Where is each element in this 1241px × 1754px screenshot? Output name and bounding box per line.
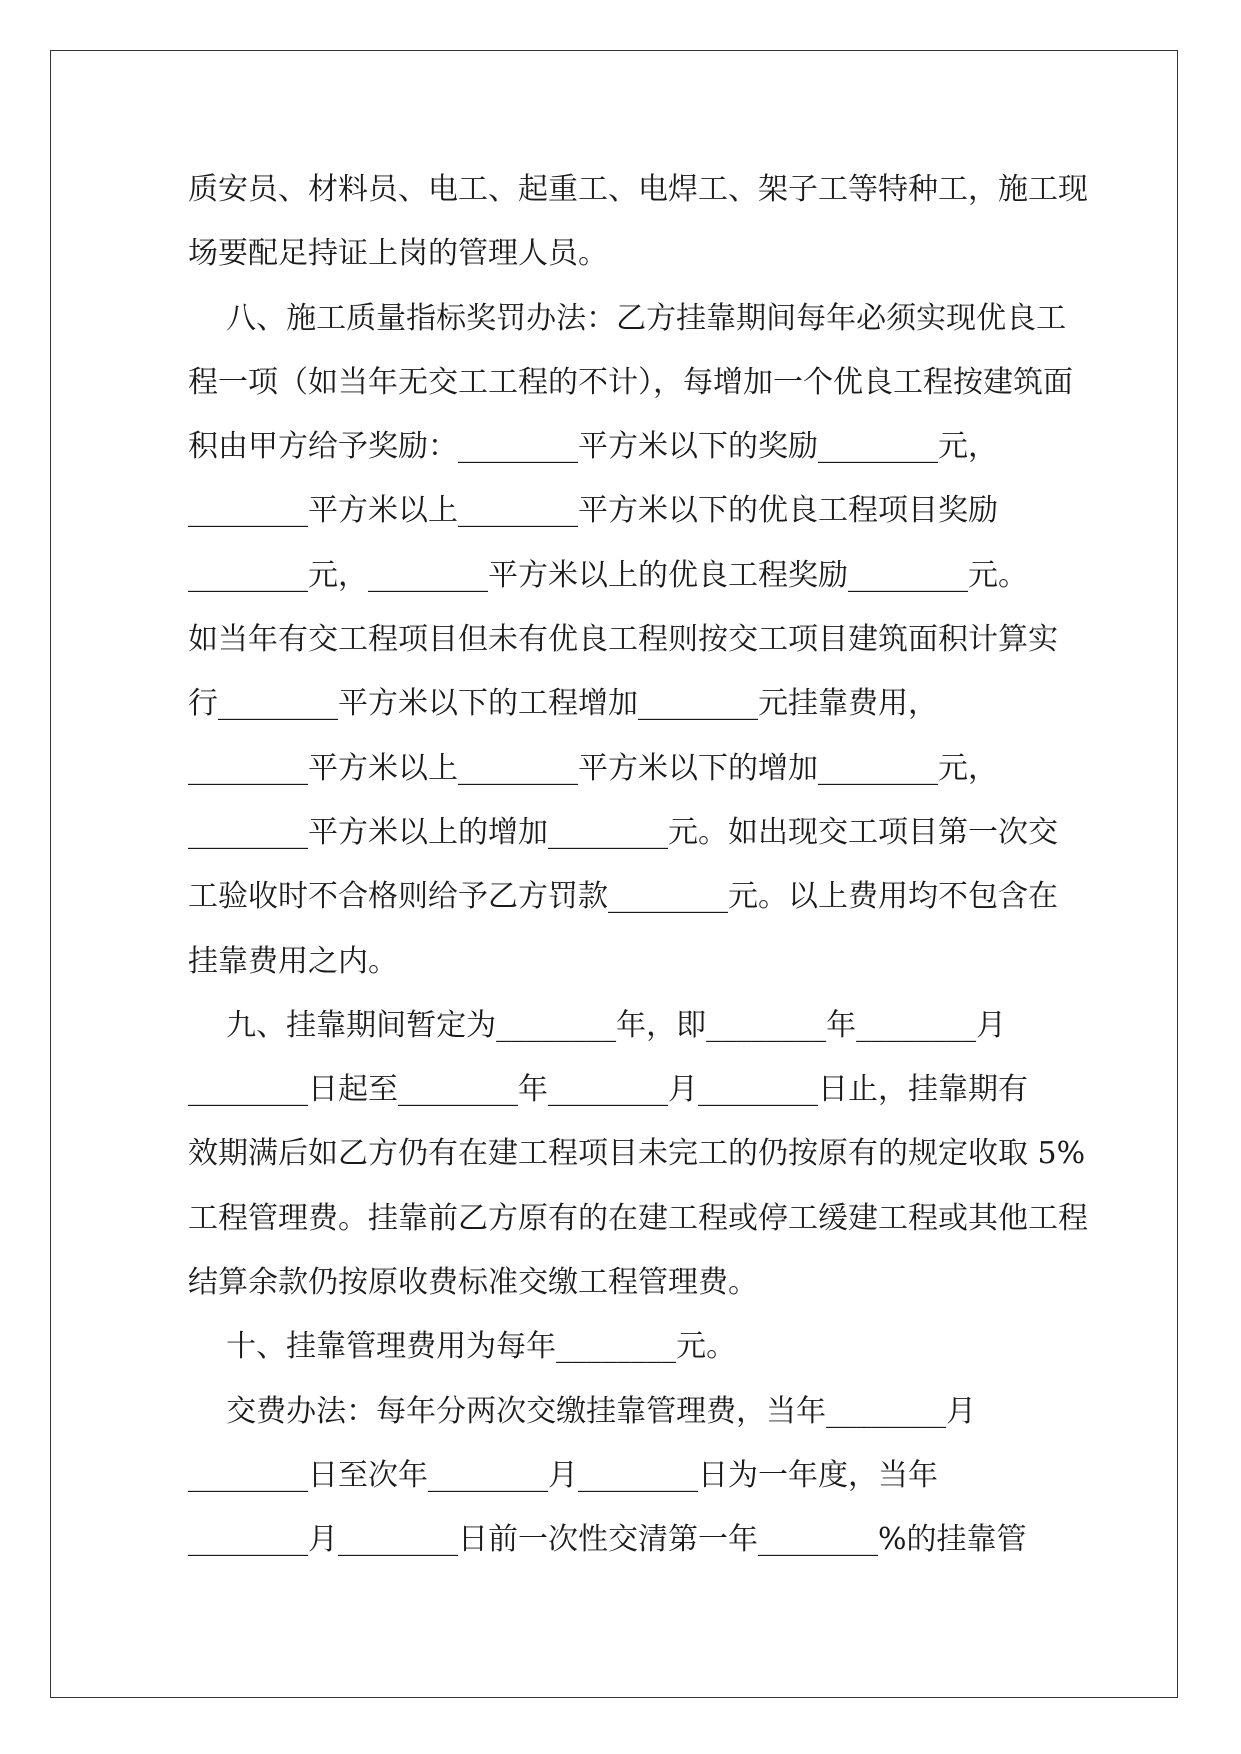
text-line: 行________平方米以下的工程增加________元挂靠费用，: [188, 686, 938, 722]
text-line: ________平方米以上________平方米以下的增加________元，: [188, 750, 998, 786]
text-line: ________平方米以上________平方米以下的优良工程项目奖励: [188, 493, 998, 529]
text-line: ________日至次年________月________日为一年度，当年: [188, 1457, 938, 1493]
payment-method-line: 交费办法：每年分两次交缴挂靠管理费，当年________月: [188, 1393, 977, 1429]
section-8-heading-line: 八、施工质量指标奖罚办法：乙方挂靠期间每年必须实现优良工: [188, 300, 1067, 336]
text-line: 工程管理费。挂靠前乙方原有的在建工程或停工缓建工程或其他工程: [188, 1200, 1088, 1236]
text-line: 效期满后如乙方仍有在建工程项目未完工的仍按原有的规定收取 5%: [188, 1136, 1086, 1172]
text-line: 程一项（如当年无交工工程的不计），每增加一个优良工程按建筑面: [188, 364, 1073, 400]
text-line: 如当年有交工程项目但未有优良工程则按交工项目建筑面积计算实: [188, 622, 1058, 658]
text-line: 挂靠费用之内。: [188, 943, 398, 979]
text-line: 结算余款仍按原收费标准交缴工程管理费。: [188, 1265, 758, 1301]
text-line: 质安员、材料员、电工、起重工、电焊工、架子工等特种工，施工现: [188, 172, 1088, 207]
text-line: 场要配足持证上岗的管理人员。: [188, 236, 608, 272]
text-line: ________月________日前一次性交清第一年________%的挂靠管: [188, 1522, 1027, 1558]
section-10-heading-line: 十、挂靠管理费用为每年________元。: [188, 1329, 737, 1365]
document-body: [188, 158, 1088, 1573]
text-line: 积由甲方给予奖励：________平方米以下的奖励________元，: [188, 429, 998, 465]
section-9-heading-line: 九、挂靠期间暂定为________年，即________年________月: [188, 1007, 1007, 1043]
text-line: ________日起至________年________月________日止，挂靠期有: [188, 1072, 1028, 1108]
text-line: ________元，________平方米以上的优良工程奖励________元。: [188, 557, 1028, 593]
text-line: ________平方米以上的增加________元。如出现交工项目第一次交: [188, 814, 1058, 850]
text-line: 工验收时不合格则给予乙方罚款________元。以上费用均不包含在: [188, 879, 1058, 915]
